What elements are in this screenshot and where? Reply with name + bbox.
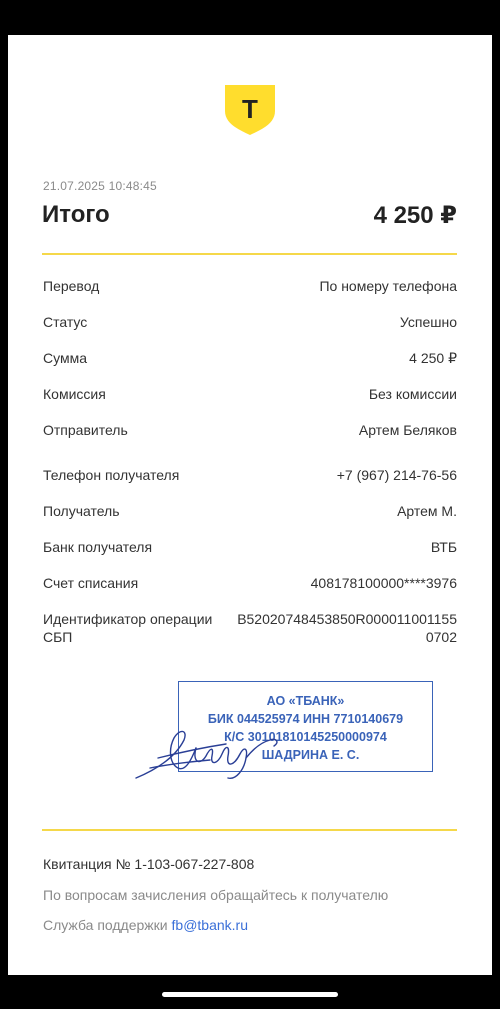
detail-row-sbp-id xyxy=(43,610,457,646)
detail-row-recipient-bank xyxy=(43,538,457,556)
detail-label: Сумма xyxy=(43,350,87,366)
home-indicator[interactable] xyxy=(162,992,338,997)
total-label: Итого xyxy=(42,201,110,228)
stamp-line: К/С 30101810145250000974 xyxy=(224,730,387,744)
total-amount: 4 250 ₽ xyxy=(373,202,457,229)
support-line xyxy=(43,917,248,933)
detail-value: Артем Беляков xyxy=(358,422,457,438)
logo-letter: Т xyxy=(242,94,258,124)
tbank-logo-icon xyxy=(225,85,275,135)
detail-value: По номеру телефона xyxy=(319,278,457,294)
detail-row-debit-account xyxy=(43,574,457,592)
divider-bottom xyxy=(42,829,457,831)
detail-label: Счет списания xyxy=(43,575,139,591)
detail-value: B52020748453850R0000110011550702 xyxy=(237,611,457,645)
detail-label: Перевод xyxy=(43,278,100,294)
stamp-line: АО «ТБАНК» xyxy=(266,694,345,708)
detail-label: Банк получателя xyxy=(43,539,153,555)
transaction-datetime: 21.07.2025 10:48:45 xyxy=(43,179,157,193)
receipt-number: Квитанция № 1-103-067-227-808 xyxy=(43,856,255,872)
detail-value: ВТБ xyxy=(430,539,457,555)
detail-row-sender xyxy=(43,421,457,439)
detail-value: Артем М. xyxy=(397,503,457,519)
detail-row-status xyxy=(43,313,457,331)
detail-row-recipient-phone xyxy=(43,466,457,484)
detail-row-commission xyxy=(43,385,457,403)
detail-value: 408178100000****3976 xyxy=(310,575,457,591)
detail-label: Идентификатор операции СБП xyxy=(43,611,213,645)
support-email-link[interactable]: fb@tbank.ru xyxy=(171,917,248,933)
receipt-card xyxy=(8,35,492,975)
recipient-note: По вопросам зачисления обращайтесь к получателю xyxy=(43,887,389,903)
detail-row-transfer xyxy=(43,277,457,295)
detail-row-recipient xyxy=(43,502,457,520)
divider-top xyxy=(42,253,457,255)
stamp-line: ШАДРИНА Е. С. xyxy=(261,748,360,762)
detail-label: Получатель xyxy=(43,503,120,519)
stamp-line: БИК 044525974 ИНН 7710140679 xyxy=(207,712,404,726)
detail-value: 4 250 ₽ xyxy=(409,350,457,366)
detail-value: Без комиссии xyxy=(368,386,457,402)
detail-label: Телефон получателя xyxy=(43,467,180,483)
signature-icon xyxy=(130,718,290,788)
support-label: Служба поддержки xyxy=(43,917,172,933)
detail-value: Успешно xyxy=(399,314,457,330)
detail-label: Отправитель xyxy=(43,422,128,438)
detail-value: +7 (967) 214-76-56 xyxy=(336,467,457,483)
detail-label: Статус xyxy=(43,314,88,330)
detail-row-amount xyxy=(43,349,457,367)
detail-label: Комиссия xyxy=(43,386,106,402)
